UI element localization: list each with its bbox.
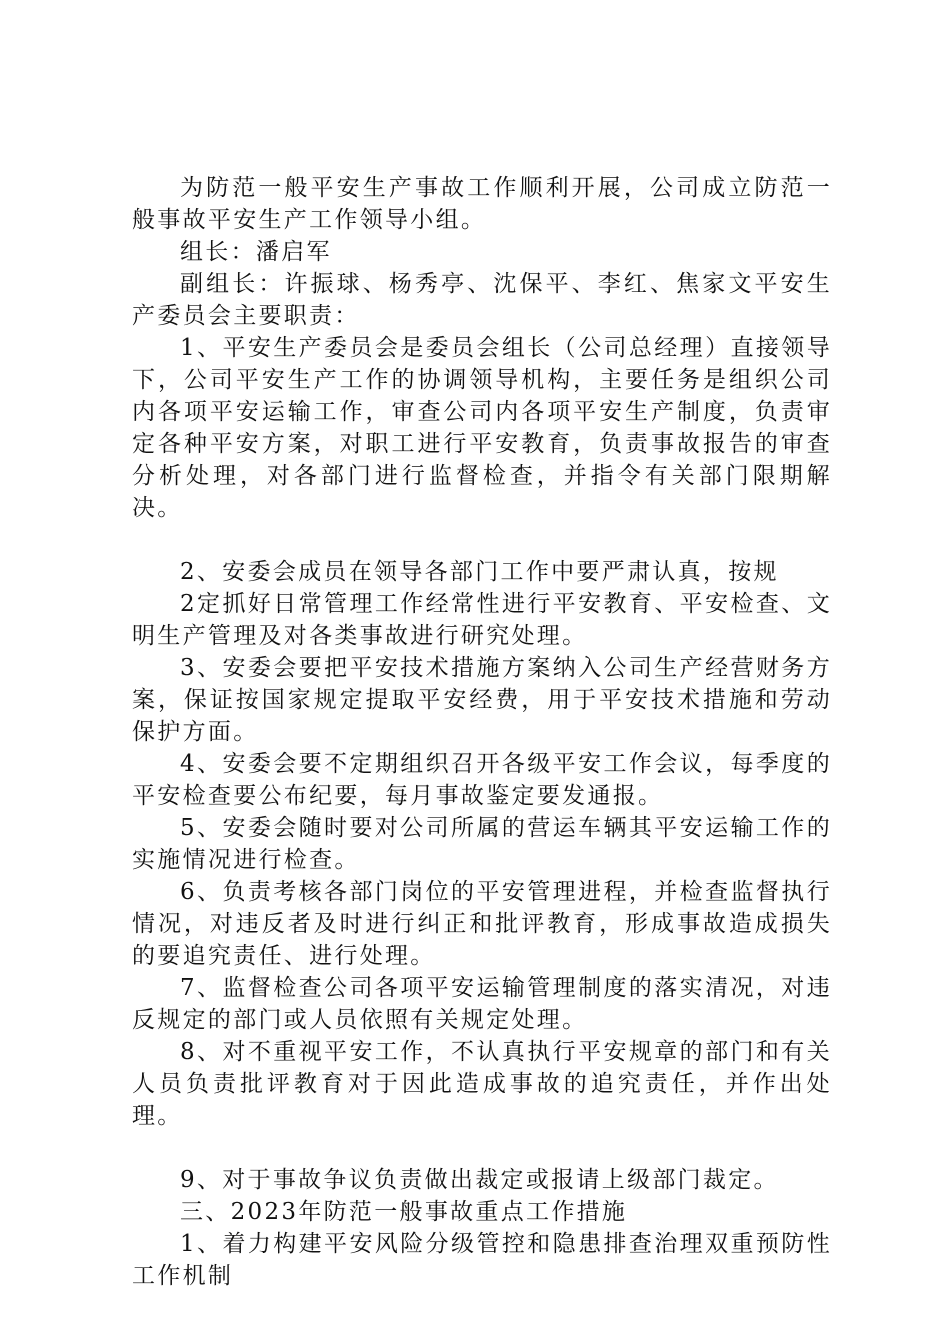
- paragraph-duty-6: 6、负责考核各部门岗位的平安管理进程，并检查监督执行情况，对违反者及时进行纠正和批评教育，形成事故造成损失的要追究责任、进行处理。: [132, 879, 832, 969]
- paragraph-duty-9: 9、对于事故争议负责做出裁定或报请上级部门裁定。: [180, 1167, 779, 1193]
- paragraph-duty-8: 8、对不重视平安工作，不认真执行平安规章的部门和有关人员负责批评教育对于因此造成事故的追究责任，并作出处理。: [132, 1039, 832, 1129]
- document-body: [132, 172, 832, 1292]
- paragraph-measure-1: 1、着力构建平安风险分级管控和隐患排查治理双重预防性工作机制: [132, 1231, 832, 1289]
- paragraph-duty-1: 1、平安生产委员会是委员会组长（公司总经理）直接领导下，公司平安生产工作的协调领导机构，主要任务是组织公司内各项平安运输工作，审查公司内各项平安生产制度，负责审定各种平安方案，对职工进行平安教育，负责事故报告的审查分析处理，对各部门进行监督检查，并指令有关部门限期解决。: [132, 335, 832, 521]
- paragraph-duty-2: 2、安委会成员在领导各部门工作中要严肃认真，按规: [180, 559, 779, 585]
- section-heading-measures: 三、2023年防范一般事故重点工作措施: [180, 1199, 628, 1225]
- paragraph-deputy-leaders: 副组长：许振球、杨秀亭、沈保平、李红、焦家文平安生产委员会主要职责：: [132, 271, 832, 329]
- paragraph-intro: 为防范一般平安生产事故工作顺利开展，公司成立防范一般事故平安生产工作领导小组。: [132, 175, 832, 233]
- paragraph-group-leader: 组长：潘启军: [180, 239, 332, 265]
- paragraph-duty-2-continued: 2定抓好日常管理工作经常性进行平安教育、平安检查、文明生产管理及对各类事故进行研究处理。: [132, 591, 832, 649]
- paragraph-duty-7: 7、监督检查公司各项平安运输管理制度的落实清况，对违反规定的部门或人员依照有关规定处理。: [132, 975, 832, 1033]
- paragraph-duty-5: 5、安委会随时要对公司所属的营运车辆其平安运输工作的实施情况进行检查。: [132, 815, 832, 873]
- paragraph-duty-3: 3、安委会要把平安技术措施方案纳入公司生产经营财务方案，保证按国家规定提取平安经费，用于平安技术措施和劳动保护方面。: [132, 655, 832, 745]
- paragraph-duty-4: 4、安委会要不定期组织召开各级平安工作会议，每季度的平安检查要公布纪要，每月事故鉴定要发通报。: [132, 751, 832, 809]
